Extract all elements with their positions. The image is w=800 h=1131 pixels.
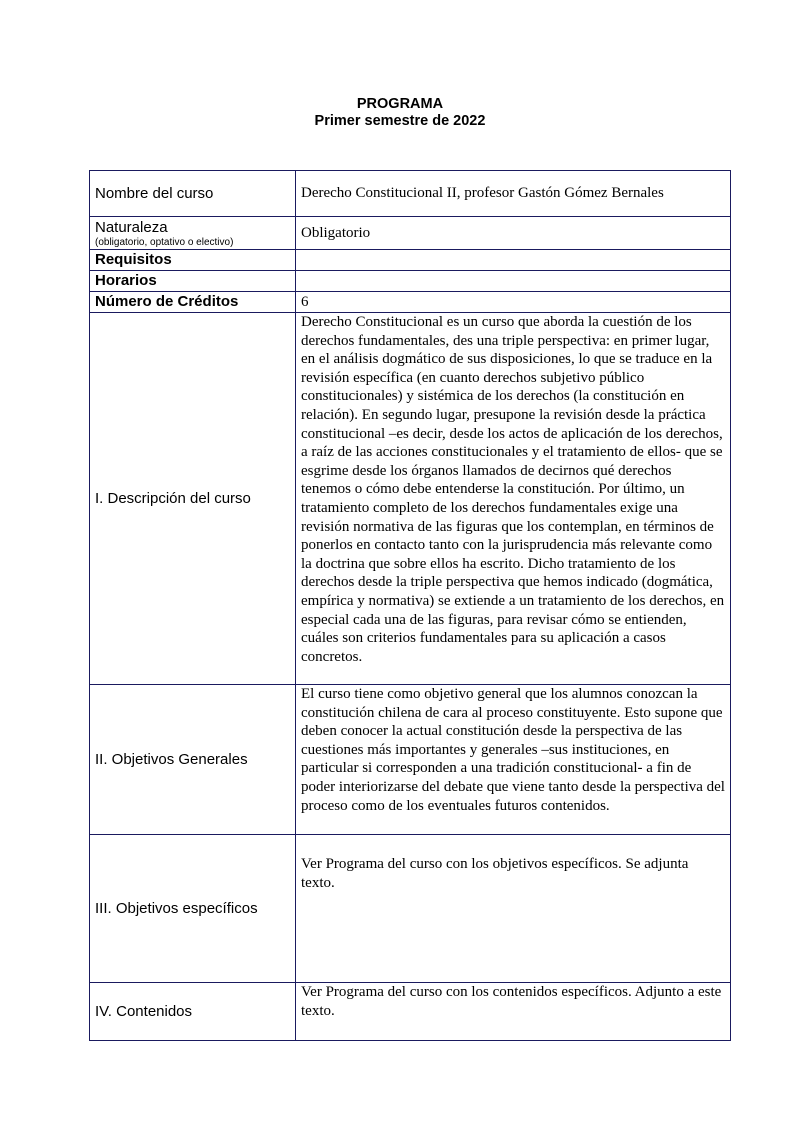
value-descripcion: Derecho Constitucional es un curso que aborda la cuestión de los derechos fundamentales, des una triple perspectiva: en primer lugar, en el análisis dogmático de sus disposiciones, lo que se traduce en la revisión específica (en cuanto derechos subjetivo público constitucionales) y sistémica de los derechos (la constitución en relación). En segundo lugar, presupone la revisión desde la práctica constitucional –es decir, desde los actos de aplicación de los derechos, a raíz de las acciones constitucionales y el tratamiento de ellos- que se esgrime desde los órganos llamados de decirnos qué derechos tenemos o cómo debe entenderse la constitución. Por último, un tratamiento completo de los derechos fundamentales exige una revisión normativa de las figuras que los contemplan, en términos de ponerlos en contacto tanto con la jurisprudencia más relevante como la doctrina que sobre ellos ha escrito. Dicho tratamiento de los derechos desde la triple perspectiva que hemos indicado (dogmática, empírica y normativa) se extiende a un tratamiento de los derechos, en especial cada una de las figuras, para revisar cómo se entienden, cuáles son criterios fundamentales para su aplicación a casos concretos. bbox=[296, 313, 731, 685]
label-naturaleza-cell bbox=[90, 217, 296, 250]
table-row-nombre bbox=[90, 171, 731, 217]
label-descripcion: I. Descripción del curso bbox=[90, 313, 296, 685]
label-nombre: Nombre del curso bbox=[90, 171, 296, 217]
label-naturaleza-hint: (obligatorio, optativo o electivo) bbox=[95, 236, 234, 248]
value-horarios bbox=[296, 271, 731, 292]
label-creditos: Número de Créditos bbox=[90, 292, 296, 313]
label-horarios: Horarios bbox=[90, 271, 296, 292]
table-row-objetivos-generales bbox=[90, 685, 731, 835]
table-row-creditos bbox=[90, 292, 731, 313]
value-contenidos: Ver Programa del curso con los contenidos específicos. Adjunto a este texto. bbox=[296, 983, 731, 1041]
document-subtitle: Primer semestre de 2022 bbox=[314, 113, 486, 129]
label-requisitos: Requisitos bbox=[90, 250, 296, 271]
value-creditos: 6 bbox=[296, 292, 731, 313]
table-row-descripcion bbox=[90, 313, 731, 685]
label-objetivos-generales: II. Objetivos Generales bbox=[90, 685, 296, 835]
label-contenidos: IV. Contenidos bbox=[90, 983, 296, 1041]
table-row-naturaleza bbox=[90, 217, 731, 250]
document-title: PROGRAMA bbox=[356, 96, 444, 112]
label-objetivos-especificos: III. Objetivos específicos bbox=[90, 835, 296, 983]
value-objetivos-especificos: Ver Programa del curso con los objetivos específicos. Se adjunta texto. bbox=[296, 835, 731, 983]
label-naturaleza: Naturaleza bbox=[95, 218, 168, 236]
table-row-requisitos bbox=[90, 250, 731, 271]
table-row-contenidos bbox=[90, 983, 731, 1041]
value-objetivos-generales: El curso tiene como objetivo general que los alumnos conozcan la constitución chilena de cara al proceso constituyente. Esto supone que deben conocer la actual constitución desde la perspectiva de las cuestiones más importantes y generales –sus instituciones, en particular si corresponden a una tradición constitucional- a fin de poder interiorizarse del debate que viene tanto desde la perspectiva del proceso como de los eventuales futuros contenidos. bbox=[296, 685, 731, 835]
document-header bbox=[0, 96, 800, 130]
value-nombre: Derecho Constitucional II, profesor Gastón Gómez Bernales bbox=[296, 171, 731, 217]
value-naturaleza: Obligatorio bbox=[296, 217, 731, 250]
value-requisitos bbox=[296, 250, 731, 271]
table-row-objetivos-especificos bbox=[90, 835, 731, 983]
table-row-horarios bbox=[90, 271, 731, 292]
program-table bbox=[89, 170, 731, 1041]
